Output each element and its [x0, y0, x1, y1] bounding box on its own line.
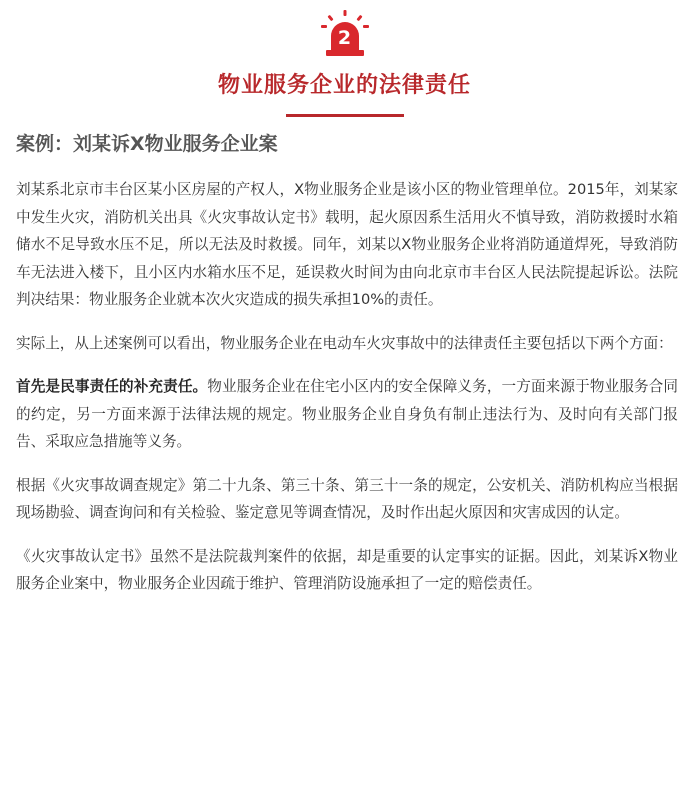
- paragraph-regulation: [16, 472, 678, 527]
- paragraph-text: 《火灾事故认定书》虽然不是法院裁判案件的依据，却是重要的认定事实的证据。因此，刘某诉X物业服务企业案中，物业服务企业因疏于维护、管理消防设施承担了一定的赔偿责任。: [16, 547, 678, 592]
- paragraph-summary: [16, 330, 678, 358]
- section-number-badge: [317, 10, 373, 58]
- case-heading: 案例：刘某诉X物业服务企业案: [16, 133, 278, 155]
- paragraph-lead: 首先是民事责任的补充责任。: [16, 378, 208, 395]
- paragraph-civil-liability: [16, 373, 678, 456]
- section-header: [0, 10, 689, 117]
- article-body: [16, 131, 678, 614]
- paragraph-case-facts: [16, 176, 678, 314]
- paragraph-text: 实际上，从上述案例可以看出，物业服务企业在电动车火灾事故中的法律责任主要包括以下两个方面：: [16, 334, 673, 352]
- section-number: 2: [337, 27, 352, 49]
- paragraph-text: 根据《火灾事故调查规定》第二十九条、第三十条、第三十一条的规定，公安机关、消防机构应当根据现场勘验、调查询问和有关检验、鉴定意见等调查情况，及时作出起火原因和灾害成因的认定。: [16, 476, 678, 521]
- section-title: 物业服务企业的法律责任: [217, 73, 471, 98]
- paragraph-text: 物业服务企业在住宅小区内的安全保障义务，一方面来源于物业服务合同的约定，另一方面来源于法律法规的规定。物业服务企业自身负有制止违法行为、及时向有关部门报告、采取应急措施等义务。: [16, 378, 678, 450]
- title-underline: [286, 114, 404, 117]
- paragraph-conclusion: [16, 543, 678, 598]
- paragraph-text: 刘某系北京市丰台区某小区房屋的产权人，X物业服务企业是该小区的物业管理单位。2015年，刘某家中发生火灾，消防机关出具《火灾事故认定书》载明，起火原因系生活用火不慎导致，消防救援时水箱储水不足导致水压不足，所以无法及时救援。同年，刘某以X物业服务企业将消防通道焊死，导致消防车无法进入楼下，且小区内水箱水压不足，延误救火时间为由向北京市丰台区人民法院提起诉讼。法院判决结果：物业服务企业就本次火灾造成的损失承担10%的责任。: [16, 181, 678, 308]
